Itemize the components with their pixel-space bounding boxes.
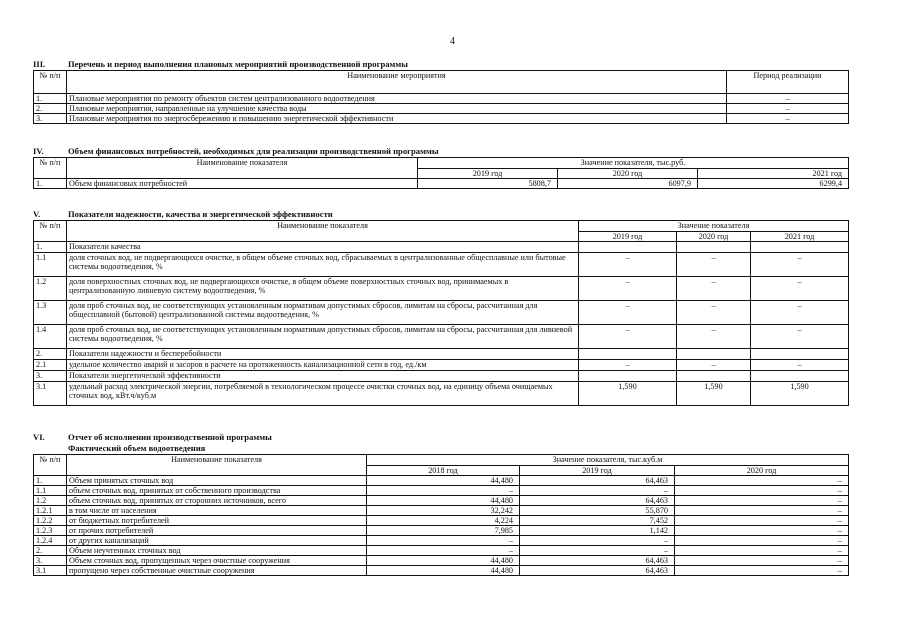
year-header: 2021 год — [751, 232, 849, 242]
section-3-title: Перечень и период выполнения плановых мероприятий производственной программы — [68, 59, 408, 69]
year-header: 2020 год — [675, 466, 849, 476]
row-number: 2. — [34, 546, 67, 556]
section-6-subtitle: Фактический объем водоотведения — [68, 443, 206, 453]
year-header: 2019 год — [520, 466, 675, 476]
row-value: 7,985 — [367, 526, 520, 536]
row-value — [579, 349, 677, 360]
table-row — [34, 277, 849, 301]
row-name: Объем сточных вод, пропущенных через очистные сооружения — [67, 556, 367, 566]
row-value: – — [579, 277, 677, 301]
section-4-number: IV. — [33, 146, 44, 156]
row-value: – — [677, 253, 751, 277]
row-number: 1. — [34, 94, 67, 104]
table-row — [34, 536, 849, 546]
table-row — [34, 556, 849, 566]
row-name: в том числе от населения — [67, 506, 367, 516]
row-period: – — [727, 94, 849, 104]
row-value: – — [675, 506, 849, 516]
row-value — [579, 371, 677, 382]
table-row — [34, 526, 849, 536]
section-4-heading — [33, 146, 849, 157]
row-name: Показатели надежности и бесперебойности — [67, 349, 579, 360]
table-row — [34, 360, 849, 371]
section-6-table — [33, 454, 849, 576]
section-3-number: III. — [33, 59, 46, 69]
table-row — [34, 114, 849, 124]
table-row — [34, 94, 849, 104]
row-number: 1.2.3 — [34, 526, 67, 536]
row-value — [677, 371, 751, 382]
row-name: от других канализаций — [67, 536, 367, 546]
row-number: 3. — [34, 114, 67, 124]
row-number: 2.1 — [34, 360, 67, 371]
row-number: 1.2.2 — [34, 516, 67, 526]
row-value: – — [751, 277, 849, 301]
row-value: – — [675, 476, 849, 486]
row-value: 44,480 — [367, 556, 520, 566]
section-6-heading — [33, 432, 849, 443]
row-value: – — [367, 546, 520, 556]
row-value: – — [675, 486, 849, 496]
section-6-title: Отчет об исполнении производственной программы — [68, 432, 272, 442]
row-name: объем сточных вод, принятых от сторонних источников, всего — [67, 496, 367, 506]
row-value: – — [367, 536, 520, 546]
row-number: 1.3 — [34, 301, 67, 325]
row-value: – — [675, 546, 849, 556]
row-number: 1.1 — [34, 253, 67, 277]
row-name: доля проб сточных вод, не соответствующих установленным нормативам допустимых сбросов, лимитам на сбросы, рассчитанная для ливневой системы водоотведения, % — [67, 325, 579, 349]
row-value: – — [520, 546, 675, 556]
row-value: 1,590 — [677, 382, 751, 406]
row-value — [751, 349, 849, 360]
section-3-table — [33, 70, 849, 124]
row-name: Плановые мероприятия по ремонту объектов систем централизованного водоотведения — [67, 94, 727, 104]
row-value: 7,452 — [520, 516, 675, 526]
section-5-number: V. — [33, 209, 41, 219]
table-row — [34, 371, 849, 382]
table-row — [34, 566, 849, 576]
row-name: Объем финансовых потребностей — [67, 179, 418, 189]
row-name: Плановые мероприятия по энергосбережению и повышению энергетической эффективности — [67, 114, 727, 124]
row-name: Показатели энергетической эффективности — [67, 371, 579, 382]
col-value-header: Значение показателя, тыс.куб.м — [367, 455, 849, 466]
col-value-header: Значение показателя — [579, 221, 849, 232]
year-header: 2019 год — [579, 232, 677, 242]
row-number: 1.4 — [34, 325, 67, 349]
row-number: 2. — [34, 349, 67, 360]
section-6-number: VI. — [33, 432, 45, 442]
col-no-header: № п/п — [34, 221, 67, 242]
section-4-title: Объем финансовых потребностей, необходимых для реализации производственной программы — [68, 146, 439, 156]
section-6 — [33, 432, 849, 576]
section-5 — [33, 209, 849, 406]
row-value: – — [751, 301, 849, 325]
row-number: 3.1 — [34, 566, 67, 576]
row-value: – — [751, 253, 849, 277]
row-period: – — [727, 114, 849, 124]
page-number: 4 — [450, 36, 455, 47]
row-value: 64,463 — [520, 556, 675, 566]
row-name: Плановые мероприятия, направленные на улучшение качества воды — [67, 104, 727, 114]
row-value: 1,590 — [579, 382, 677, 406]
row-value: – — [677, 277, 751, 301]
row-name: доля проб сточных вод, не соответствующих установленным нормативам допустимых сбросов, лимитам на сбросы, рассчитанная для общесплавной (бытовой) централизованной системы водоотведения, % — [67, 301, 579, 325]
row-value: – — [579, 325, 677, 349]
table-row — [34, 179, 849, 189]
row-value: 44,480 — [367, 476, 520, 486]
row-value: – — [579, 301, 677, 325]
row-number: 1.2.4 — [34, 536, 67, 546]
row-value: 4,224 — [367, 516, 520, 526]
row-value: 44,480 — [367, 496, 520, 506]
row-value: – — [675, 566, 849, 576]
row-value: 44,480 — [367, 566, 520, 576]
section-3-heading — [33, 59, 849, 70]
row-name: от бюджетных потребителей — [67, 516, 367, 526]
row-value — [677, 349, 751, 360]
col-no-header: № п/п — [34, 158, 67, 179]
section-5-table — [33, 220, 849, 406]
row-number: 1.2.1 — [34, 506, 67, 516]
table-row — [34, 506, 849, 516]
row-value: 1,590 — [751, 382, 849, 406]
col-name-header: Наименование показателя — [67, 158, 418, 179]
row-value: – — [579, 360, 677, 371]
row-value: – — [751, 360, 849, 371]
col-period-header: Период реализации — [727, 71, 849, 94]
row-number: 1.2 — [34, 496, 67, 506]
col-name-header: Наименование показателя — [67, 455, 367, 476]
row-value — [677, 242, 751, 253]
row-number: 1.2 — [34, 277, 67, 301]
year-header: 2020 год — [677, 232, 751, 242]
row-value: – — [675, 496, 849, 506]
row-value: – — [675, 516, 849, 526]
row-value: 5808,7 — [418, 179, 558, 189]
table-row — [34, 104, 849, 114]
section-4-table — [33, 157, 849, 189]
year-header: 2020 год — [558, 169, 698, 179]
row-value: 64,463 — [520, 496, 675, 506]
row-value: – — [520, 536, 675, 546]
row-value: – — [675, 556, 849, 566]
row-number: 1. — [34, 179, 67, 189]
table-row — [34, 301, 849, 325]
row-value — [751, 242, 849, 253]
section-5-heading — [33, 209, 849, 220]
row-number: 2. — [34, 104, 67, 114]
row-value: – — [677, 301, 751, 325]
row-name: Объем принятых сточных вод — [67, 476, 367, 486]
row-number: 1.1 — [34, 486, 67, 496]
row-name: доля поверхностных сточных вод, не подвергающихся очистке, в общем объеме поверхностных сточных вод, принимаемых в централизованную ливневую систему водоотведения, % — [67, 277, 579, 301]
row-number: 3.1 — [34, 382, 67, 406]
row-value: – — [520, 486, 675, 496]
year-header: 2021 год — [698, 169, 849, 179]
row-name: доля сточных вод, не подвергающихся очистке, в общем объеме сточных вод, сбрасываемых в централизованные общесплавные или бытовые системы водоотведения, % — [67, 253, 579, 277]
year-header: 2019 год — [418, 169, 558, 179]
row-value — [579, 242, 677, 253]
row-period: – — [727, 104, 849, 114]
row-name: удельное количество аварий и засоров в расчете на протяженность канализационной сети в год, ед./км — [67, 360, 579, 371]
row-number: 1. — [34, 242, 67, 253]
table-row — [34, 486, 849, 496]
row-value: 64,463 — [520, 476, 675, 486]
row-name: Показатели качества — [67, 242, 579, 253]
section-5-title: Показатели надежности, качества и энергетической эффективности — [68, 209, 333, 219]
year-header: 2018 год — [367, 466, 520, 476]
section-3 — [33, 59, 849, 124]
row-name: от прочих потребителей — [67, 526, 367, 536]
row-value: – — [367, 486, 520, 496]
table-row — [34, 242, 849, 253]
row-value: 1,142 — [520, 526, 675, 536]
section-4 — [33, 146, 849, 189]
table-row — [34, 546, 849, 556]
col-name-header: Наименование мероприятия — [67, 71, 727, 94]
row-number: 3. — [34, 556, 67, 566]
row-value — [751, 371, 849, 382]
table-row — [34, 349, 849, 360]
col-value-header: Значение показателя, тыс.руб. — [418, 158, 849, 169]
row-number: 1. — [34, 476, 67, 486]
row-value: – — [675, 536, 849, 546]
row-value: 32,242 — [367, 506, 520, 516]
row-value: 6299,4 — [698, 179, 849, 189]
row-value: 64,463 — [520, 566, 675, 576]
row-value: – — [751, 325, 849, 349]
row-name: удельный расход электрической энергии, потребляемой в технологическом процессе очистки сточных вод, на единицу объема очищаемых сточных вод, кВт.ч/куб.м — [67, 382, 579, 406]
row-value: 6097,9 — [558, 179, 698, 189]
row-value: 55,870 — [520, 506, 675, 516]
table-row — [34, 382, 849, 406]
table-row — [34, 253, 849, 277]
col-no-header: № п/п — [34, 71, 67, 94]
table-row — [34, 476, 849, 486]
row-name: Объем неучтенных сточных вод — [67, 546, 367, 556]
row-number: 3. — [34, 371, 67, 382]
row-value: – — [579, 253, 677, 277]
row-name: объем сточных вод, принятых от собственного производства — [67, 486, 367, 496]
col-no-header: № п/п — [34, 455, 67, 476]
col-name-header: Наименование показателя — [67, 221, 579, 242]
row-value: – — [675, 526, 849, 536]
table-row — [34, 516, 849, 526]
table-row — [34, 325, 849, 349]
row-value: – — [677, 325, 751, 349]
row-name: пропущено через собственные очистные сооружения — [67, 566, 367, 576]
row-value: – — [677, 360, 751, 371]
table-row — [34, 496, 849, 506]
